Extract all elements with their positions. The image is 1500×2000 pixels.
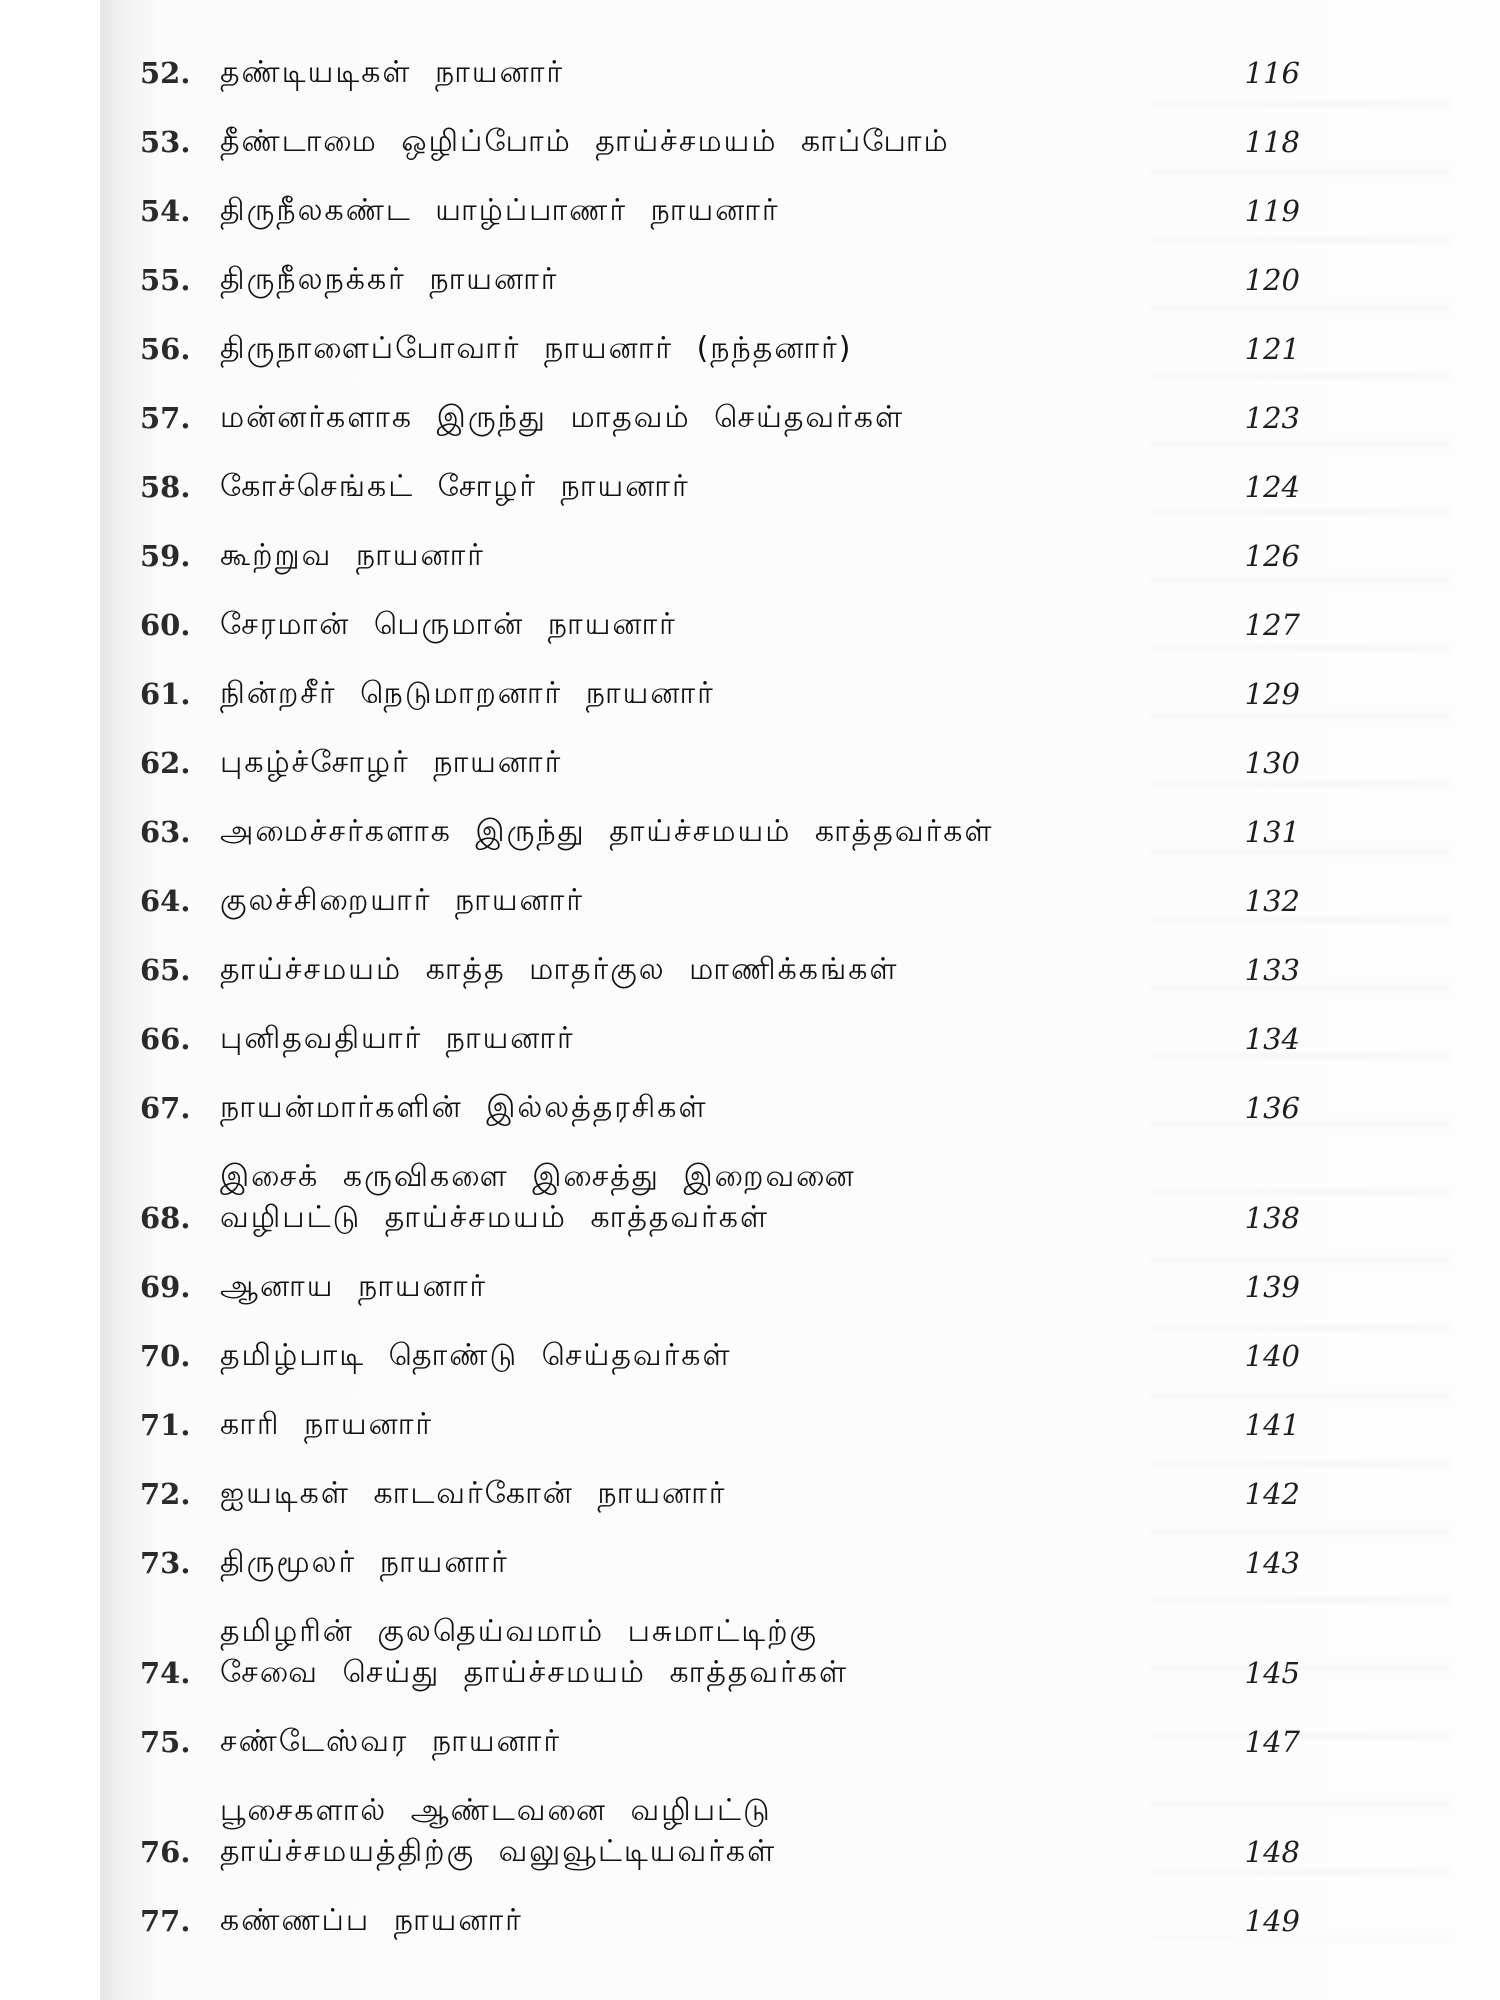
entry-title-line: புனிதவதியார் நாயனார் [220, 1021, 575, 1056]
entry-page-number: 126 [1244, 539, 1300, 573]
toc-entry [140, 1408, 1300, 1442]
entry-page-number: 140 [1244, 1339, 1300, 1373]
entry-title-line: கண்ணப்ப நாயனார் [220, 1903, 523, 1938]
entry-page-number: 133 [1244, 953, 1300, 987]
toc-entry [140, 1615, 1300, 1690]
entry-title [220, 539, 1190, 573]
entry-title [220, 56, 1190, 90]
entry-page-number: 120 [1244, 263, 1300, 297]
toc-entry [140, 332, 1300, 366]
entry-title-line: மன்னர்களாக இருந்து மாதவம் செய்தவர்கள் [220, 400, 905, 435]
entry-title-line: கூற்றுவ நாயனார் [220, 538, 485, 573]
entry-page-number: 136 [1244, 1091, 1300, 1125]
entry-title-line: இசைக் கருவிகளை இசைத்து இறைவனை [220, 1159, 856, 1194]
entry-title-line: திருநாளைப்போவார் நாயனார் (நந்தனார்) [220, 331, 853, 366]
entry-title [220, 125, 1190, 159]
entry-number: 63. [140, 815, 191, 849]
toc-entry [140, 677, 1300, 711]
entry-number: 73. [140, 1546, 191, 1580]
entry-page-number: 149 [1244, 1904, 1300, 1938]
entry-page-number: 124 [1244, 470, 1300, 504]
entry-number: 65. [140, 953, 191, 987]
entry-page-number: 123 [1244, 401, 1300, 435]
entry-title-line: வழிபட்டு தாய்ச்சமயம் காத்தவர்கள் [220, 1200, 770, 1235]
entry-title-line: திருமூலர் நாயனார் [220, 1545, 509, 1580]
toc-entry [140, 608, 1300, 642]
entry-title [220, 1725, 1190, 1759]
entry-title [220, 1160, 1190, 1235]
entry-page-number: 131 [1244, 815, 1300, 849]
entry-title [220, 953, 1190, 987]
toc-entry [140, 1270, 1300, 1304]
entry-number: 56. [140, 332, 191, 366]
entry-number: 74. [140, 1656, 191, 1690]
entry-number: 61. [140, 677, 191, 711]
entry-title-line: பூசைகளால் ஆண்டவனை வழிபட்டு [220, 1793, 772, 1828]
entry-title [220, 1546, 1190, 1580]
entry-title-line: நின்றசீர் நெடுமாறனார் நாயனார் [220, 676, 715, 711]
toc-entry [140, 884, 1300, 918]
entry-number: 76. [140, 1835, 191, 1869]
toc-entry [140, 263, 1300, 297]
toc-entry [140, 746, 1300, 780]
toc-entry [140, 1725, 1300, 1759]
entry-title [220, 1408, 1190, 1442]
toc-entry [140, 1160, 1300, 1235]
entry-title [220, 677, 1190, 711]
entry-page-number: 142 [1244, 1477, 1300, 1511]
entry-number: 68. [140, 1201, 191, 1235]
entry-title [220, 1339, 1190, 1373]
entry-title-line: சேவை செய்து தாய்ச்சமயம் காத்தவர்கள் [220, 1655, 849, 1690]
entry-title-line: ஆனாய நாயனார் [220, 1269, 488, 1304]
toc-entry [140, 1794, 1300, 1869]
entry-number: 58. [140, 470, 191, 504]
entry-title-line: சண்டேஸ்வர நாயனார் [220, 1724, 562, 1759]
entry-page-number: 132 [1244, 884, 1300, 918]
entry-number: 77. [140, 1904, 191, 1938]
entry-title [220, 1477, 1190, 1511]
entry-title [220, 608, 1190, 642]
toc-entry [140, 953, 1300, 987]
entry-title [220, 884, 1190, 918]
entry-title [220, 470, 1190, 504]
entry-title-line: திருநீலநக்கர் நாயனார் [220, 262, 559, 297]
entry-title [220, 1615, 1190, 1690]
entry-title-line: அமைச்சர்களாக இருந்து தாய்ச்சமயம் காத்தவர்கள் [220, 814, 994, 849]
entry-number: 62. [140, 746, 191, 780]
entry-number: 75. [140, 1725, 191, 1759]
entry-page-number: 116 [1244, 56, 1300, 90]
entry-page-number: 138 [1244, 1201, 1300, 1235]
entry-page-number: 130 [1244, 746, 1300, 780]
entry-page-number: 145 [1244, 1656, 1300, 1690]
entry-page-number: 121 [1244, 332, 1300, 366]
entry-number: 55. [140, 263, 191, 297]
entry-title-line: ஐயடிகள் காடவர்கோன் நாயனார் [220, 1476, 727, 1511]
entry-page-number: 141 [1244, 1408, 1300, 1442]
entry-title-line: தீண்டாமை ஒழிப்போம் தாய்ச்சமயம் காப்போம் [220, 124, 950, 159]
entry-title-line: நாயன்மார்களின் இல்லத்தரசிகள் [220, 1090, 708, 1125]
entry-title [220, 1794, 1190, 1869]
entry-number: 59. [140, 539, 191, 573]
toc-entry [140, 815, 1300, 849]
toc-entry [140, 1904, 1300, 1938]
entry-page-number: 134 [1244, 1022, 1300, 1056]
entry-page-number: 147 [1244, 1725, 1300, 1759]
entry-title [220, 1270, 1190, 1304]
entry-number: 71. [140, 1408, 191, 1442]
entry-number: 52. [140, 56, 191, 90]
entry-title-line: தண்டியடிகள் நாயனார் [220, 55, 565, 90]
entry-page-number: 143 [1244, 1546, 1300, 1580]
entry-title-line: தமிழரின் குலதெய்வமாம் பசுமாட்டிற்கு [220, 1614, 819, 1649]
entry-title-line: காரி நாயனார் [220, 1407, 434, 1442]
entry-number: 67. [140, 1091, 191, 1125]
toc-entry [140, 1546, 1300, 1580]
entry-page-number: 148 [1244, 1835, 1300, 1869]
entry-page-number: 119 [1244, 194, 1300, 228]
toc-entry [140, 1339, 1300, 1373]
entry-title [220, 401, 1190, 435]
toc-entry [140, 539, 1300, 573]
table-of-contents [140, 56, 1300, 1973]
entry-title [220, 263, 1190, 297]
toc-entry [140, 470, 1300, 504]
entry-title [220, 746, 1190, 780]
entry-title [220, 815, 1190, 849]
entry-title [220, 194, 1190, 228]
entry-title [220, 1022, 1190, 1056]
toc-entry [140, 56, 1300, 90]
entry-number: 70. [140, 1339, 191, 1373]
toc-entry [140, 194, 1300, 228]
entry-title-line: தாய்ச்சமயம் காத்த மாதர்குல மாணிக்கங்கள் [220, 952, 899, 987]
entry-number: 53. [140, 125, 191, 159]
entry-number: 69. [140, 1270, 191, 1304]
entry-page-number: 129 [1244, 677, 1300, 711]
entry-title [220, 332, 1190, 366]
entry-page-number: 118 [1244, 125, 1300, 159]
entry-number: 60. [140, 608, 191, 642]
entry-number: 66. [140, 1022, 191, 1056]
entry-number: 57. [140, 401, 191, 435]
entry-title [220, 1904, 1190, 1938]
entry-title [220, 1091, 1190, 1125]
entry-title-line: திருநீலகண்ட யாழ்ப்பாணர் நாயனார் [220, 193, 780, 228]
entry-title-line: தமிழ்பாடி தொண்டு செய்தவர்கள் [220, 1338, 732, 1373]
entry-title-line: சேரமான் பெருமான் நாயனார் [220, 607, 677, 642]
toc-entry [140, 1022, 1300, 1056]
entry-title-line: குலச்சிறையார் நாயனார் [220, 883, 584, 918]
toc-entry [140, 125, 1300, 159]
toc-entry [140, 1477, 1300, 1511]
entry-number: 64. [140, 884, 191, 918]
entry-number: 54. [140, 194, 191, 228]
entry-page-number: 139 [1244, 1270, 1300, 1304]
entry-title-line: தாய்ச்சமயத்திற்கு வலுவூட்டியவர்கள் [220, 1834, 777, 1869]
entry-title-line: புகழ்ச்சோழர் நாயனார் [220, 745, 563, 780]
entry-number: 72. [140, 1477, 191, 1511]
toc-entry [140, 1091, 1300, 1125]
toc-entry [140, 401, 1300, 435]
entry-page-number: 127 [1244, 608, 1300, 642]
entry-title-line: கோச்செங்கட் சோழர் நாயனார் [220, 469, 690, 504]
